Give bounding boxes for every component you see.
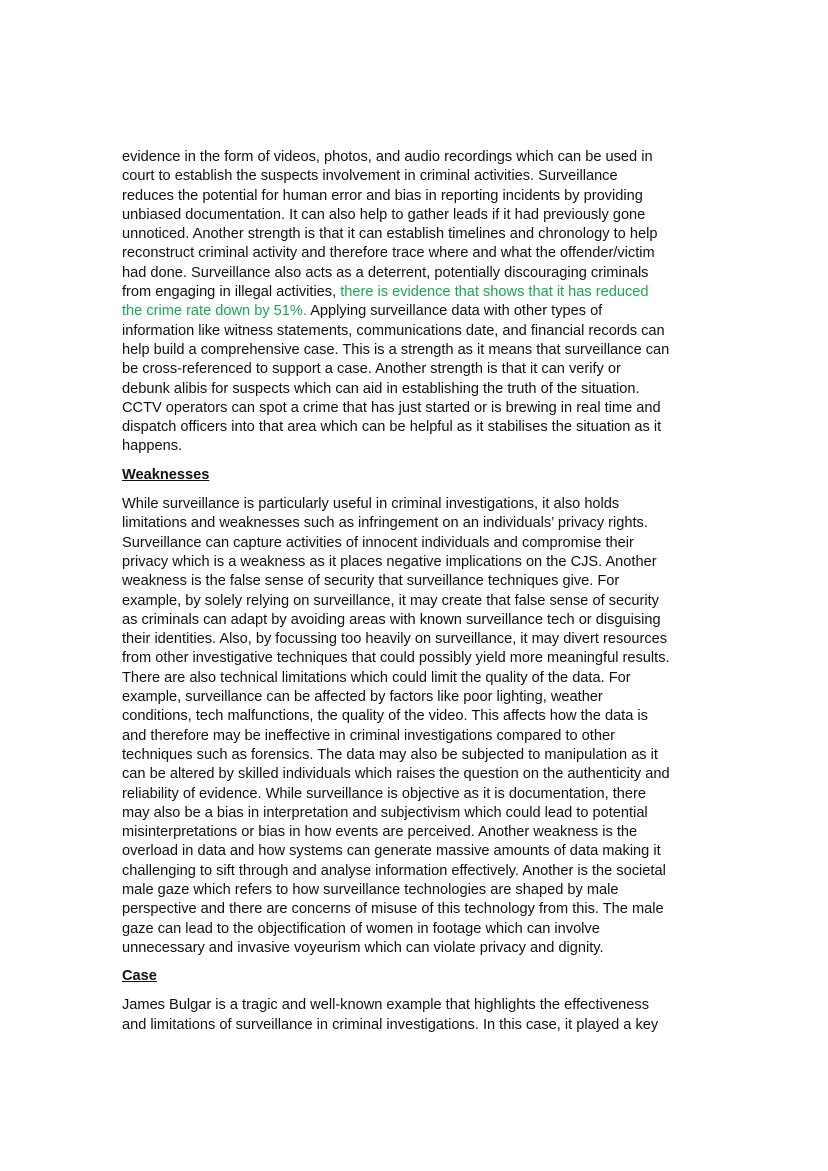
document-body bbox=[122, 148, 712, 1035]
text-line: unnecessary and invasive voyeurism which can violate privacy and dignity. bbox=[122, 939, 604, 956]
text-line: evidence in the form of videos, photos, and audio recordings which can be used in bbox=[122, 149, 653, 165]
strengths-paragraph bbox=[122, 148, 712, 457]
text-line: unbiased documentation. It can also help to gather leads if it had previously gone bbox=[122, 206, 646, 223]
text-line: unnoticed. Another strength is that it can establish timelines and chronology to help bbox=[122, 226, 658, 243]
text-line: may also be a bias in interpretation and subjectivism which could lead to potential bbox=[122, 804, 648, 821]
text-line: weakness is the false sense of security that surveillance techniques give. For bbox=[122, 573, 620, 590]
text-line: male gaze which refers to how surveillance technologies are shaped by male bbox=[122, 881, 619, 898]
text-line: help build a comprehensive case. This is a strength as it means that surveillance can bbox=[122, 341, 670, 358]
weaknesses-paragraph bbox=[122, 495, 712, 958]
text-line: misinterpretations or bias in how events are perceived. Another weakness is the bbox=[122, 824, 638, 841]
text-line: challenging to sift through and analyse information effectively. Another is the societal bbox=[122, 862, 666, 879]
text-line: be cross-referenced to support a case. Another strength is that it can verify or bbox=[122, 361, 621, 378]
text-line: example, by solely relying on surveillance, it may create that false sense of security bbox=[122, 592, 659, 609]
text-line: perspective and there are concerns of misuse of this technology from this. The male bbox=[122, 901, 664, 918]
text-line: from other investigative techniques that could possibly yield more meaningful results. bbox=[122, 650, 670, 667]
text-line: information like witness statements, communications date, and financial records can bbox=[122, 322, 665, 339]
text-line: happens. bbox=[122, 438, 183, 455]
text-segment: from engaging in illegal activities, bbox=[122, 284, 341, 301]
text-segment: Applying surveillance data with other types of bbox=[306, 303, 603, 320]
text-line: Surveillance can capture activities of innocent individuals and compromise their bbox=[122, 534, 634, 551]
text-line: CCTV operators can spot a crime that has just started or is brewing in real time and bbox=[122, 399, 661, 416]
text-line bbox=[122, 283, 712, 302]
case-heading: Case bbox=[122, 968, 157, 985]
text-line: conditions, tech malfunctions, the quality of the video. This affects how the data is bbox=[122, 708, 648, 725]
weaknesses-heading: Weaknesses bbox=[122, 466, 210, 483]
text-line bbox=[122, 302, 712, 321]
text-line: had done. Surveillance also acts as a deterrent, potentially discouraging criminals bbox=[122, 264, 649, 281]
text-line: as criminals can adapt by avoiding areas with known surveillance tech or disguising bbox=[122, 611, 661, 628]
text-line: debunk alibis for suspects which can aid in establishing the truth of the situation. bbox=[122, 380, 640, 397]
highlighted-evidence-text: there is evidence that shows that it has reduced bbox=[340, 284, 649, 301]
text-line: reconstruct criminal activity and therefore trace where and what the offender/victim bbox=[122, 245, 655, 262]
text-line: limitations and weaknesses such as infringement on an individuals’ privacy rights. bbox=[122, 515, 648, 532]
text-line: James Bulgar is a tragic and well-known example that highlights the effectiveness bbox=[122, 997, 650, 1014]
text-line: techniques such as forensics. The data may also be subjected to manipulation as it bbox=[122, 746, 658, 763]
text-line: can be altered by skilled individuals which raises the question on the authenticity and bbox=[122, 766, 670, 783]
highlighted-evidence-text: the crime rate down by 51%. bbox=[122, 303, 307, 320]
text-line: court to establish the suspects involvement in criminal activities. Surveillance bbox=[122, 168, 618, 185]
text-line: and therefore may be ineffective in criminal investigations compared to other bbox=[122, 727, 615, 744]
text-line: example, surveillance can be affected by factors like poor lighting, weather bbox=[122, 689, 603, 706]
text-line: overload in data and how systems can generate massive amounts of data making it bbox=[122, 843, 661, 860]
text-line: gaze can lead to the objectification of women in footage which can involve bbox=[122, 920, 600, 937]
text-line: reliability of evidence. While surveillance is objective as it is documentation, there bbox=[122, 785, 647, 802]
text-line: dispatch officers into that area which can be helpful as it stabilises the situation as it bbox=[122, 419, 662, 436]
text-line: their identities. Also, by focussing too heavily on surveillance, it may divert resources bbox=[122, 631, 668, 648]
text-line: privacy which is a weakness as it places negative implications on the CJS. Another bbox=[122, 553, 657, 570]
text-line: reduces the potential for human error and bias in reporting incidents by providing bbox=[122, 187, 643, 204]
case-paragraph bbox=[122, 996, 712, 1035]
text-line: There are also technical limitations which could limit the quality of the data. For bbox=[122, 669, 631, 686]
text-line: and limitations of surveillance in criminal investigations. In this case, it played a key bbox=[122, 1016, 659, 1033]
text-line: While surveillance is particularly useful in criminal investigations, it also holds bbox=[122, 496, 620, 513]
